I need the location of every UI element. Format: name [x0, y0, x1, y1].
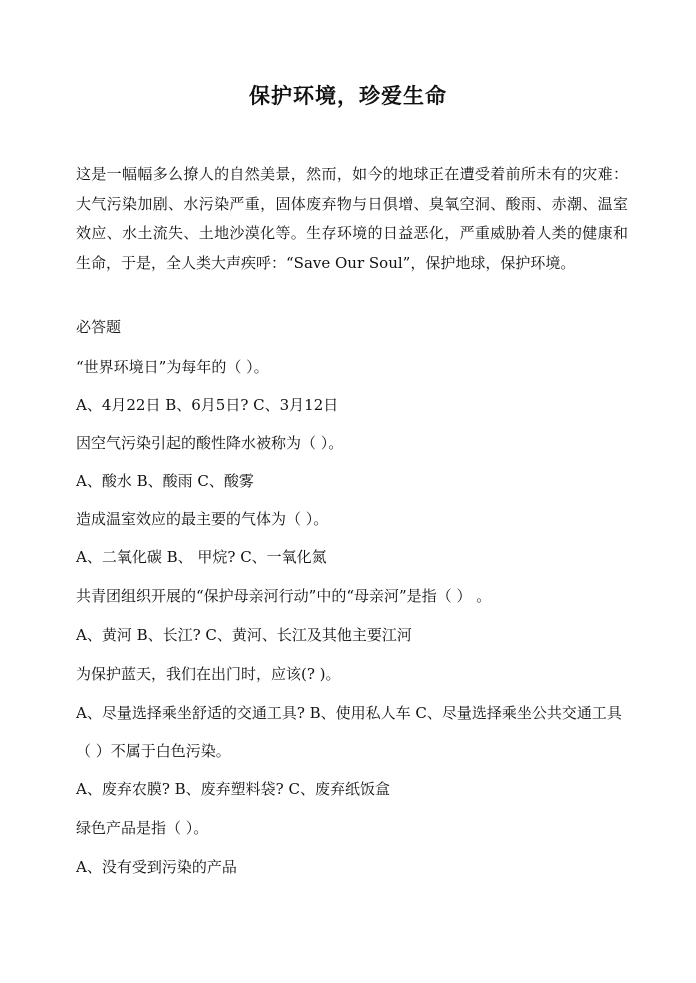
- question-2: 因空气污染引起的酸性降水被称为（ ）。: [76, 434, 344, 452]
- question-2-options: A、酸水 B、酸雨 C、酸雾: [76, 472, 254, 490]
- question-7-options: A、没有受到污染的产品: [76, 858, 237, 876]
- question-3-options: A、二氧化碳 B、 甲烷? C、一氧化氮: [76, 548, 327, 566]
- question-4-options: A、黄河 B、长江? C、黄河、长江及其他主要江河: [76, 626, 412, 644]
- question-1-options: A、4月22日 B、6月5日? C、3月12日: [76, 396, 339, 414]
- question-6: （ ）不属于白色污染。: [76, 742, 231, 760]
- document-title: 保护环境，珍爱生命: [249, 83, 447, 108]
- question-6-options: A、废弃农膜? B、废弃塑料袋? C、废弃纸饭盒: [76, 780, 390, 798]
- question-1: “世界环境日”为每年的（ ）。: [76, 358, 269, 376]
- question-3: 造成温室效应的最主要的气体为（ ）。: [76, 510, 329, 528]
- intro-paragraph: 这是一幅幅多么撩人的自然美景，然而，如今的地球正在遭受着前所未有的灾难：大气污染加剧、水污染严重，固体废弃物与日俱增、臭氧空洞、酸雨、赤潮、温室效应、水土流失、土地沙漠化等。生存环境的日益恶化，严重威胁着人类的健康和生命，于是，全人类大声疾呼：“Save Our Soul”，保护地球，保护环境。: [76, 165, 628, 272]
- question-4: 共青团组织开展的“保护母亲河行动”中的“母亲河”是指（ ） 。: [76, 587, 492, 605]
- question-5: 为保护蓝天，我们在出门时，应该(? )。: [76, 665, 341, 683]
- section-label: 必答题: [76, 318, 122, 336]
- question-7: 绿色产品是指（ ）。: [76, 819, 209, 837]
- question-5-options: A、尽量选择乘坐舒适的交通工具? B、使用私人车 C、尽量选择乘坐公共交通工具: [76, 704, 622, 722]
